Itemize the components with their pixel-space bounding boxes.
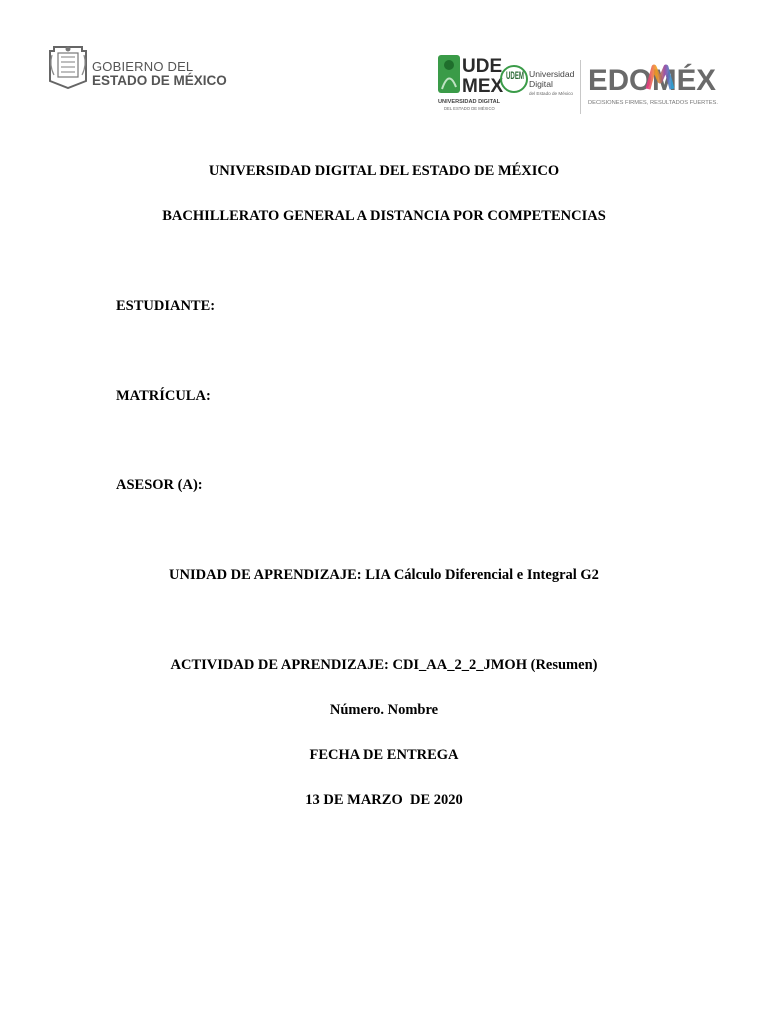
udemex-logo bbox=[436, 53, 576, 115]
asesor-label: ASESOR (A): bbox=[116, 477, 203, 493]
edomex-brand-text: EDOMÉX bbox=[588, 64, 719, 97]
university-title: UNIVERSIDAD DIGITAL DEL ESTADO DE MÉXICO bbox=[208, 163, 560, 179]
gobierno-wordmark bbox=[92, 60, 227, 88]
udemex-name-line-1: Universidad bbox=[529, 69, 575, 79]
udemex-ude-text: UDE bbox=[462, 56, 503, 77]
logo-divider bbox=[580, 60, 581, 114]
udemex-mex-text: MEX bbox=[462, 76, 504, 97]
fecha-entrega-value: 13 DE MARZO DE 2020 bbox=[305, 792, 463, 808]
udemex-name-small: del Estado de México bbox=[529, 91, 573, 96]
udemex-name-line-2: Digital bbox=[529, 79, 553, 89]
unidad-de-aprendizaje: UNIDAD DE APRENDIZAJE: LIA Cálculo Diferencial e Integral G2 bbox=[169, 567, 599, 583]
udemex-caption: UNIVERSIDAD DIGITAL bbox=[438, 99, 501, 105]
gobierno-line-1: GOBIERNO DEL bbox=[92, 59, 194, 74]
matricula-label: MATRÍCULA: bbox=[116, 388, 211, 404]
numero-nombre: Número. Nombre bbox=[329, 702, 439, 718]
program-title: BACHILLERATO GENERAL A DISTANCIA POR COMPETENCIAS bbox=[162, 208, 606, 224]
actividad-de-aprendizaje: ACTIVIDAD DE APRENDIZAJE: CDI_AA_2_2_JMOH (Resumen) bbox=[170, 657, 598, 673]
udem-mark-text: UDEM bbox=[506, 70, 524, 82]
gobierno-line-2: ESTADO DE MÉXICO bbox=[92, 73, 227, 88]
fecha-entrega-label: FECHA DE ENTREGA bbox=[309, 747, 459, 763]
udemex-caption-2: DEL ESTADO DE MÉXICO bbox=[444, 106, 495, 111]
student-label: ESTUDIANTE: bbox=[116, 298, 216, 314]
estado-de-mexico-shield-logo bbox=[48, 43, 88, 89]
edomex-tagline: DECISIONES FIRMES, RESULTADOS FUERTES. bbox=[588, 100, 719, 106]
edomex-logo bbox=[586, 60, 722, 110]
